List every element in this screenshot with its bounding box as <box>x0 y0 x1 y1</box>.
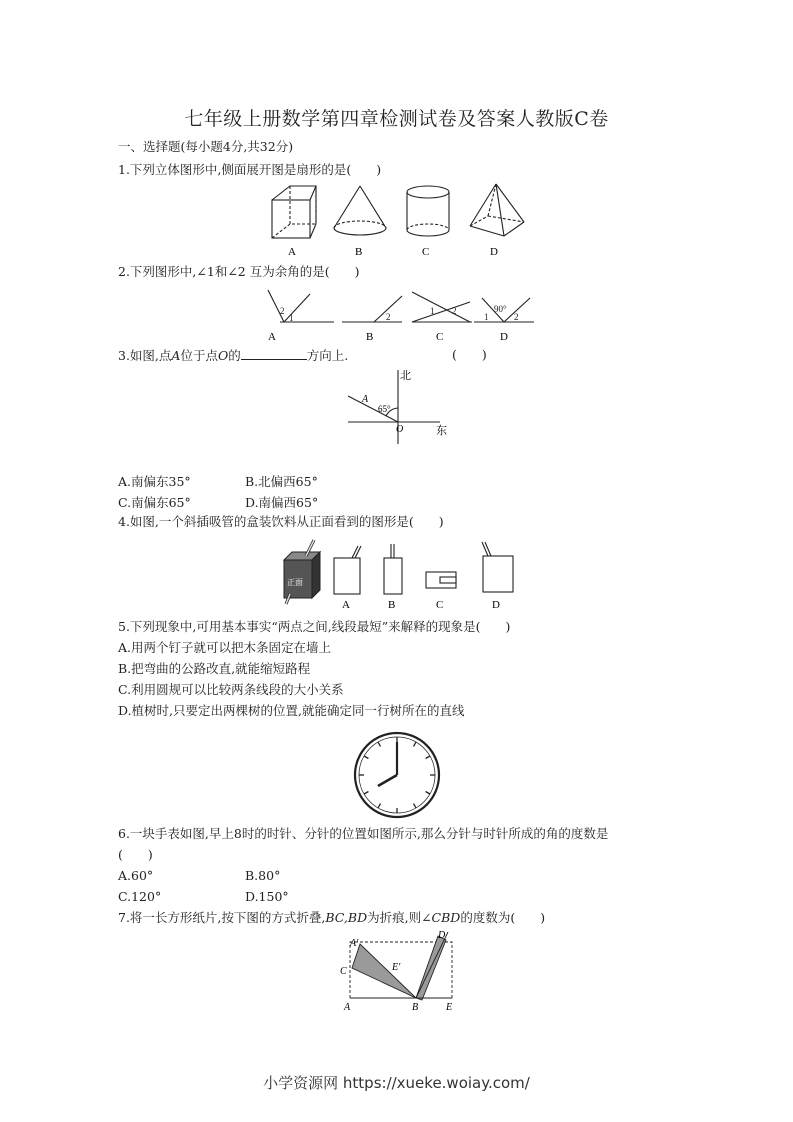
q2-label-c: C <box>436 331 444 343</box>
point-o-label: O <box>396 424 404 435</box>
q2-d-mark-1: 1 <box>484 312 489 322</box>
hour-hand <box>378 775 397 786</box>
q6-option-b: B.80° <box>245 868 281 883</box>
q2-option-c-figure <box>412 292 472 322</box>
q4-label-a: A <box>342 599 350 611</box>
q3-text-c: 的 <box>228 348 241 363</box>
q2-b-mark-2: 2 <box>386 312 391 322</box>
point-d: D <box>438 930 446 941</box>
q3-text-b: 位于点 <box>180 348 218 363</box>
question-1-figure <box>262 178 542 260</box>
q5-option-b: B.把弯曲的公路改直,就能缩短路程 <box>118 661 311 676</box>
q2-label-b: B <box>366 331 374 343</box>
q7-text-d: CBD <box>431 910 461 925</box>
clock-tick <box>364 792 368 795</box>
point-a-label: A <box>362 394 369 405</box>
cone-shape <box>334 186 386 235</box>
clock-figure <box>352 730 442 820</box>
page-title: 七年级上册数学第四章检测试卷及答案人教版C卷 <box>184 108 609 130</box>
q3-text-a: 3.如图,点 <box>118 348 172 363</box>
question-1-stem: 1.下列立体图形中,侧面展开图是扇形的是( ) <box>118 162 382 177</box>
front-label: 正面 <box>287 578 303 587</box>
clock-tick <box>414 804 417 808</box>
q3-origin: O <box>217 348 229 363</box>
q2-option-d-figure <box>474 298 534 322</box>
question-4-stem: 4.如图,一个斜插吸管的盒装饮料从正面看到的图形是( ) <box>118 514 444 529</box>
east-label: 东 <box>436 425 447 437</box>
q2-option-b-figure <box>342 296 402 322</box>
q7-text-a: 7.将一长方形纸片,按下图的方式折叠, <box>118 910 326 925</box>
answer-blank <box>241 347 307 360</box>
pyramid-shape <box>470 184 524 236</box>
q2-a-mark-1: 1 <box>289 313 294 323</box>
q5-option-a: A.用两个钉子就可以把木条固定在墙上 <box>118 640 332 655</box>
point-c: C <box>340 966 347 977</box>
question-4-figure <box>276 538 526 612</box>
cube-shape <box>272 186 316 238</box>
cylinder-shape <box>407 186 449 236</box>
point-a: A <box>344 1002 351 1013</box>
point-e-prime: E′ <box>392 962 401 973</box>
q2-c-mark-1: 1 <box>430 306 435 316</box>
q3-option-c: C.南偏东65° <box>118 495 191 510</box>
question-7-figure <box>336 930 466 1014</box>
q2-d-mark-90: 90° <box>494 304 507 314</box>
north-label: 北 <box>400 370 411 382</box>
point-b: B <box>412 1002 419 1013</box>
clock-tick <box>414 742 417 746</box>
clock-tick <box>364 756 368 759</box>
q6-option-d: D.150° <box>245 889 289 904</box>
q2-label-d: D <box>500 331 508 343</box>
q1-label-c: C <box>422 246 430 258</box>
q7-text-b: BC,BD <box>325 910 368 925</box>
point-e: E <box>446 1002 453 1013</box>
question-5-stem: 5.下列现象中,可用基本事实“两点之间,线段最短”来解释的现象是( ) <box>118 619 511 634</box>
question-6-stem: 6.一块手表如图,早上8时的时针、分针的位置如图所示,那么分针与时针所成的角的度数是 <box>118 826 609 841</box>
drink-box-figure <box>284 540 320 604</box>
q3-text-d: 方向上. <box>306 348 349 363</box>
q7-text-e: 的度数为( ) <box>460 910 546 925</box>
q3-point: A <box>171 348 181 363</box>
q3-paren: ( ) <box>452 347 487 362</box>
clock-tick <box>426 792 430 795</box>
question-3-stem <box>118 347 348 364</box>
question-2-figure <box>262 284 542 344</box>
q1-label-b: B <box>355 246 363 258</box>
clock-tick <box>378 804 381 808</box>
q2-d-mark-2: 2 <box>514 312 519 322</box>
q3-option-d: D.南偏西65° <box>245 495 319 510</box>
q3-option-b: B.北偏西65° <box>245 474 318 489</box>
q6-paren: ( ) <box>118 847 153 862</box>
q6-option-a: A.60° <box>118 868 154 883</box>
q5-option-c: C.利用圆规可以比较两条线段的大小关系 <box>118 682 344 697</box>
question-7-stem <box>118 910 545 926</box>
clock-tick <box>378 742 381 746</box>
angle-65-label: 65° <box>378 404 391 414</box>
q2-c-mark-2: 2 <box>452 306 457 316</box>
q5-option-d: D.植树时,只要定出两棵树的位置,就能确定同一行树所在的直线 <box>118 703 465 718</box>
clock-tick <box>426 756 430 759</box>
q4-label-c: C <box>436 599 444 611</box>
section-heading: 一、选择题(每小题4分,共32分) <box>118 139 294 154</box>
q3-option-a: A.南偏东35° <box>118 474 191 489</box>
q1-label-a: A <box>288 246 296 258</box>
q1-label-d: D <box>490 246 498 258</box>
footer-watermark: 小学资源网 https://xueke.woiay.com/ <box>263 1074 530 1092</box>
q2-label-a: A <box>268 331 276 343</box>
q4-label-b: B <box>388 599 396 611</box>
q7-text-c: 为折痕,则∠ <box>367 910 432 925</box>
question-3-figure <box>340 366 460 448</box>
q4-label-d: D <box>492 599 500 611</box>
q6-option-c: C.120° <box>118 889 162 904</box>
q2-a-mark-2: 2 <box>280 306 285 316</box>
question-2-stem: 2.下列图形中,∠1和∠2 互为余角的是( ) <box>118 264 360 279</box>
q2-option-a-figure <box>268 290 334 323</box>
point-a-prime: A′ <box>350 938 359 949</box>
